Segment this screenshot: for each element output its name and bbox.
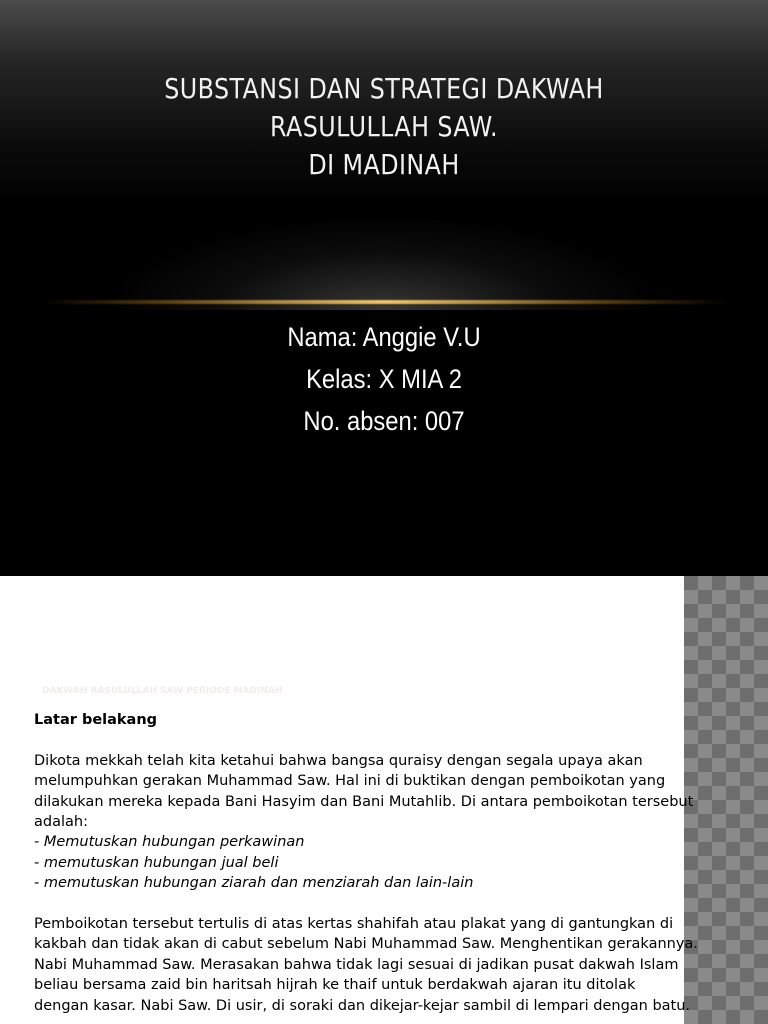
gold-divider-line <box>40 300 728 304</box>
list-item: - memutuskan hubungan jual beli <box>34 854 279 871</box>
paragraph2-line: kakbah dan tidak akan di cabut sebelum Nabi Muhammad Saw. Menghentikan gerakannya. <box>34 936 698 953</box>
title-line-3: DI MADINAH <box>308 148 460 181</box>
paragraph2-line: beliau bersama zaid bin haritsah hijrah ke thaif untuk berdakwah ajaran itu ditolak <box>34 977 636 994</box>
student-class: Kelas: X MIA 2 <box>306 364 462 394</box>
paragraph2-line: Nabi Muhammad Saw. Merasakan bahwa tidak lagi sesuai di jadikan pusat dakwah Islam <box>34 956 679 973</box>
content-slide <box>0 576 768 1024</box>
student-number: No. absen: 007 <box>303 406 465 436</box>
faint-section-header: DAKWAH RASULULLAH SAW PERIODE MADINAH <box>42 686 283 696</box>
slide-title <box>109 70 660 184</box>
paragraph1-line: melumpuhkan gerakan Muhammad Saw. Hal ini di buktikan dengan pemboikotan yang <box>34 773 666 790</box>
paragraph1-line: Dikota mekkah telah kita ketahui bahwa bangsa quraisy dengan segala upaya akan <box>34 752 643 769</box>
content-body <box>34 710 734 1016</box>
section-heading: Latar belakang <box>34 712 158 728</box>
paragraph2-line: Pemboikotan tersebut tertulis di atas kertas shahifah atau plakat yang di gantungkan di <box>34 916 674 933</box>
paragraph1-line: dilakukan mereka kepada Bani Hasyim dan Bani Mutahlib. Di antara pemboikotan tersebut <box>34 793 694 810</box>
spotlight-glow <box>120 220 648 310</box>
slide-subtitle <box>116 316 651 442</box>
title-line-1: SUBSTANSI DAN STRATEGI DAKWAH <box>164 72 604 105</box>
list-item: - Memutuskan hubungan perkawinan <box>34 834 305 851</box>
student-name: Nama: Anggie V.U <box>287 322 481 352</box>
paragraph2-line: dengan kasar. Nabi Saw. Di usir, di soraki dan dikejar-kejar sambil di lempari dengan batu. <box>34 997 691 1014</box>
title-line-2: RASULULLAH SAW. <box>270 110 498 143</box>
list-item: - memutuskan hubungan ziarah dan menziarah dan lain-lain <box>34 875 474 892</box>
paragraph1-line: adalah: <box>34 814 88 831</box>
